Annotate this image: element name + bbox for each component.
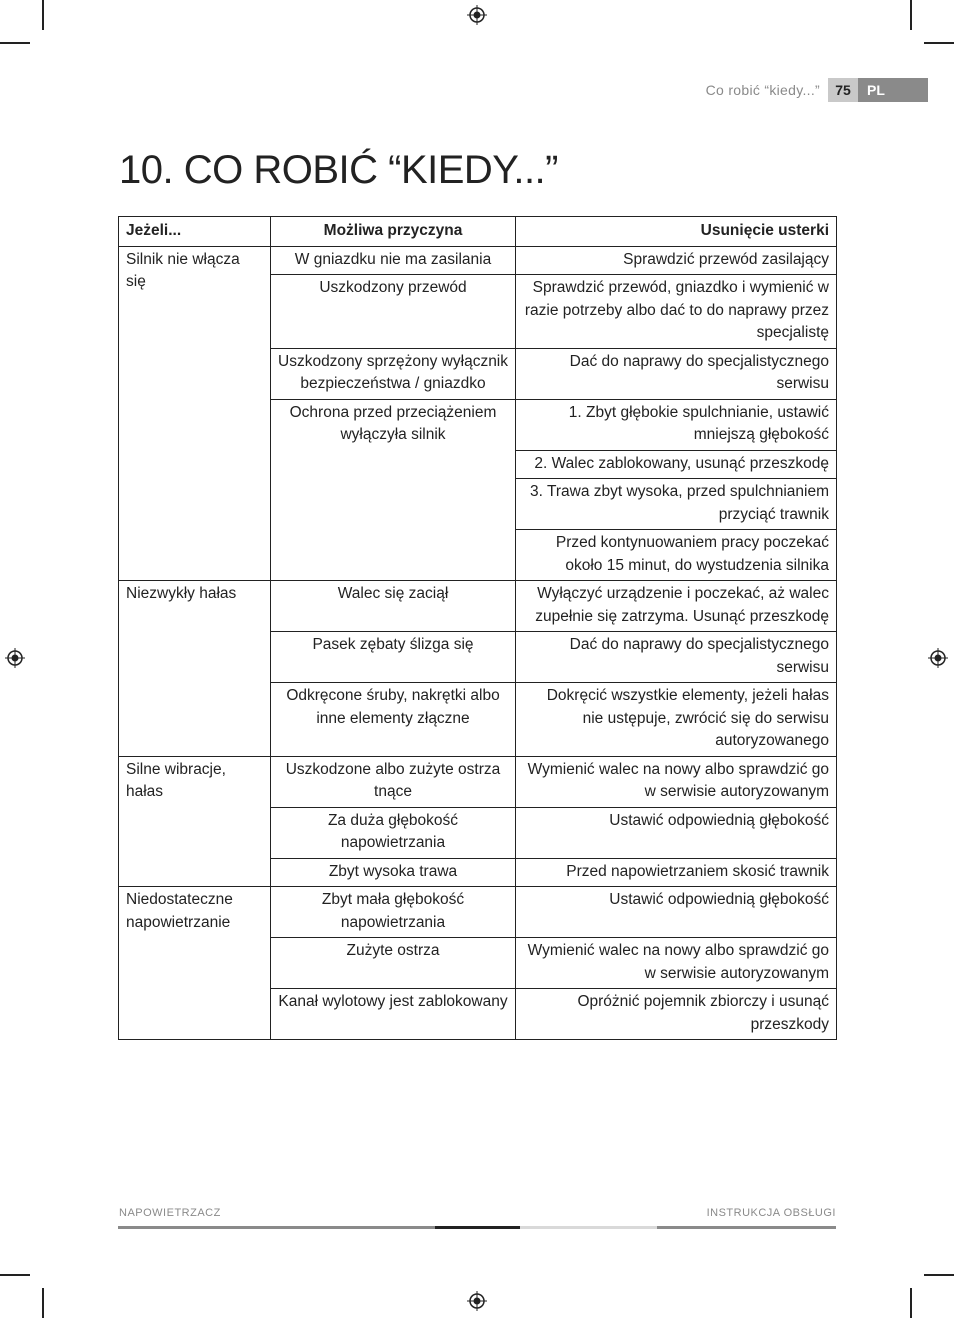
- remedy-cell: Przed kontynuowaniem pracy poczekać około 15 minut, do wystudzenia silnika: [516, 530, 837, 581]
- cause-cell: Odkręcone śruby, nakrętki albo inne elementy złączne: [271, 683, 516, 757]
- cause-cell: W gniazdku nie ma zasilania: [271, 246, 516, 275]
- footer-product-name: NAPOWIETRZACZ: [119, 1207, 221, 1219]
- footer-bar-mid: [520, 1226, 657, 1229]
- cause-cell: Walec się zaciął: [271, 581, 516, 632]
- column-header-condition: Jeżeli...: [119, 217, 271, 247]
- column-header-cause: Możliwa przyczyna: [271, 217, 516, 247]
- running-header-title: Co robić “kiedy...”: [705, 82, 820, 98]
- footer-bar-center: [435, 1226, 520, 1229]
- cause-cell: Uszkodzony sprzężony wyłącznik bezpieczeństwa / gniazdko: [271, 348, 516, 399]
- table-body: [119, 246, 837, 1040]
- page-title: 10. CO ROBIĆ “KIEDY...”: [119, 148, 558, 192]
- footer-document-type: INSTRUKCJA OBSŁUGI: [706, 1207, 836, 1219]
- remedy-cell: 2. Walec zablokowany, usunąć przeszkodę: [516, 450, 837, 479]
- condition-cell: Silne wibracje, hałas: [119, 756, 271, 887]
- footer-bar-left: [118, 1226, 435, 1229]
- cause-cell: Zbyt wysoka trawa: [271, 858, 516, 887]
- column-header-remedy: Usunięcie usterki: [516, 217, 837, 247]
- remedy-cell: Wymienić walec na nowy albo sprawdzić go w serwisie autoryzowanym: [516, 756, 837, 807]
- remedy-cell: 1. Zbyt głębokie spulchnianie, ustawić mniejszą głębokość: [516, 399, 837, 450]
- registration-mark-icon: [467, 1291, 487, 1311]
- cause-cell: Ochrona przed przeciążeniem wyłączyła silnik: [271, 399, 516, 581]
- table-row: [119, 756, 837, 807]
- remedy-cell: Wymienić walec na nowy albo sprawdzić go w serwisie autoryzowanym: [516, 938, 837, 989]
- table-row: [119, 581, 837, 632]
- remedy-cell: Przed napowietrzaniem skosić trawnik: [516, 858, 837, 887]
- remedy-cell: Wyłączyć urządzenie i poczekać, aż walec zupełnie się zatrzyma. Usunąć przeszkodę: [516, 581, 837, 632]
- remedy-cell: Dokręcić wszystkie elementy, jeżeli hałas nie ustępuje, zwrócić się do serwisu autoryzowanego: [516, 683, 837, 757]
- condition-cell: Niezwykły hałas: [119, 581, 271, 757]
- remedy-cell: Dać do naprawy do specjalistycznego serwisu: [516, 632, 837, 683]
- remedy-cell: Ustawić odpowiednią głębokość: [516, 807, 837, 858]
- cause-cell: Zbyt mała głębokość napowietrzania: [271, 887, 516, 938]
- remedy-cell: Opróżnić pojemnik zbiorczy i usunąć przeszkody: [516, 989, 837, 1040]
- registration-mark-icon: [928, 648, 948, 668]
- remedy-cell: 3. Trawa zbyt wysoka, przed spulchnianiem przyciąć trawnik: [516, 479, 837, 530]
- crop-mark: [910, 1288, 912, 1318]
- remedy-cell: Sprawdzić przewód, gniazdko i wymienić w razie potrzeby albo dać to do naprawy przez specjalistę: [516, 275, 837, 349]
- crop-mark: [42, 0, 44, 30]
- table-header-row: [119, 217, 837, 247]
- page-number: 75: [828, 78, 858, 102]
- cause-cell: Kanał wylotowy jest zablokowany: [271, 989, 516, 1040]
- remedy-cell: Sprawdzić przewód zasilający: [516, 246, 837, 275]
- condition-cell: Silnik nie włącza się: [119, 246, 271, 581]
- crop-mark: [924, 1274, 954, 1276]
- registration-mark-icon: [5, 648, 25, 668]
- remedy-cell: Dać do naprawy do specjalistycznego serwisu: [516, 348, 837, 399]
- cause-cell: Pasek zębaty ślizga się: [271, 632, 516, 683]
- cause-cell: Zużyte ostrza: [271, 938, 516, 989]
- condition-cell: Niedostateczne napowietrzanie: [119, 887, 271, 1040]
- troubleshooting-table: [118, 216, 837, 1040]
- cause-cell: Za duża głębokość napowietrzania: [271, 807, 516, 858]
- cause-cell: Uszkodzony przewód: [271, 275, 516, 349]
- registration-mark-icon: [467, 5, 487, 25]
- table-row: [119, 246, 837, 275]
- crop-mark: [924, 42, 954, 44]
- crop-mark: [910, 0, 912, 30]
- remedy-cell: Ustawić odpowiednią głębokość: [516, 887, 837, 938]
- cause-cell: Uszkodzone albo zużyte ostrza tnące: [271, 756, 516, 807]
- crop-mark: [0, 42, 30, 44]
- crop-mark: [0, 1274, 30, 1276]
- crop-mark: [42, 1288, 44, 1318]
- footer-bar-right: [657, 1226, 836, 1229]
- language-badge: PL: [858, 78, 928, 102]
- table-row: [119, 887, 837, 938]
